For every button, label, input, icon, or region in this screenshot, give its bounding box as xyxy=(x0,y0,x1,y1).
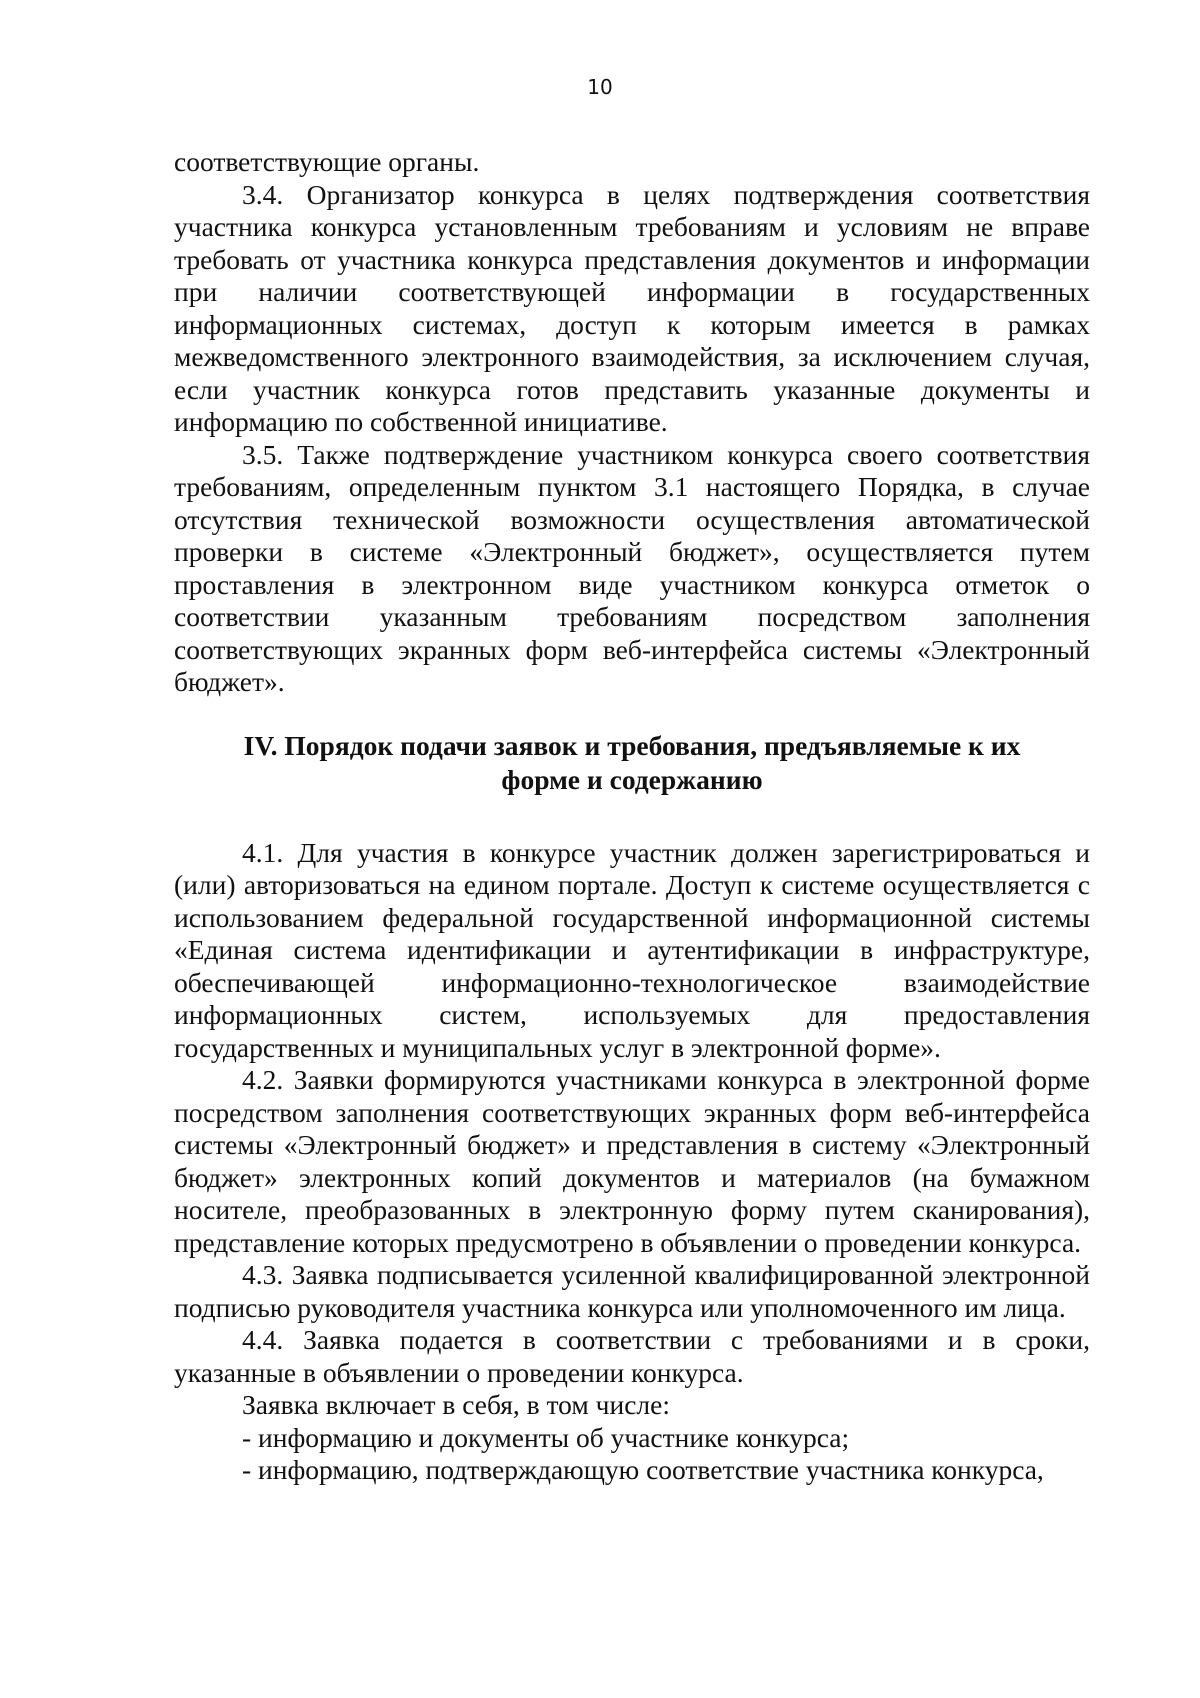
paragraph-application-includes: Заявка включает в себя, в том числе: xyxy=(242,1389,670,1420)
paragraph-4-3: 4.3. Заявка подписывается усиленной квалифицированной электронной подписью руководителя участника конкурса или уполномоченного им лица. xyxy=(174,1259,1090,1323)
list-item: - информацию, подтверждающую соответствие участника конкурса, xyxy=(242,1454,1044,1485)
list-item: - информацию и документы об участнике конкурса; xyxy=(242,1421,850,1453)
page-number: 10 xyxy=(587,75,613,99)
section-heading-line-1: IV. Порядок подачи заявок и требования, предъявляемые к их xyxy=(243,729,1021,761)
document-body xyxy=(174,146,1090,1487)
paragraph-3-5: 3.5. Также подтверждение участником конкурса своего соответствия требованиям, определенным пунктом 3.1 настоящего Порядка, в случае отсутствия технической возможности осуществления автоматической проверки в системе «Электронный бюджет», осуществляется путем проставления в электронном виде участником конкурса отметок о соответствии указанным требованиям посредством заполнения соответствующих экранных форм веб-интерфейса системы «Электронный бюджет». xyxy=(174,438,1090,697)
paragraph-3-4: 3.4. Организатор конкурса в целях подтверждения соответствия участника конкурса установленным требованиям и условиям не вправе требовать от участника конкурса представления документов и информации при наличии соответствующей информации в государственных информационных системах, доступ к которым имеется в рамках межведомственного электронного взаимодействия, за исключением случая, если участник конкурса готов представить указанные документы и информацию по собственной инициативе. xyxy=(174,178,1090,437)
section-heading-line-2: форме и содержанию xyxy=(501,763,763,795)
section-heading xyxy=(174,729,1090,797)
paragraph-4-2: 4.2. Заявки формируются участниками конкурса в электронной форме посредством заполнения соответствующих экранных форм веб-интерфейса системы «Электронный бюджет» и представления в систему «Электронный бюджет» электронных копий документов и материалов (на бумажном носителе, преобразованных в электронную форму путем сканирования), представление которых предусмотрено в объявлении о проведении конкурса. xyxy=(174,1064,1090,1258)
paragraph-continuation: соответствующие органы. xyxy=(174,146,480,177)
paragraph-4-4: 4.4. Заявка подается в соответствии с требованиями и в сроки, указанные в объявлении о проведении конкурса. xyxy=(174,1324,1090,1388)
paragraph-4-1: 4.1. Для участия в конкурсе участник должен зарегистрироваться и (или) авторизоваться на едином портале. Доступ к системе осуществляется с использованием федеральной государственной информационной системы «Единая система идентификации и аутентификации в инфраструктуре, обеспечивающей информационно-технологическое взаимодействие информационных систем, используемых для предоставления государственных и муниципальных услуг в электронной форме». xyxy=(174,836,1090,1063)
